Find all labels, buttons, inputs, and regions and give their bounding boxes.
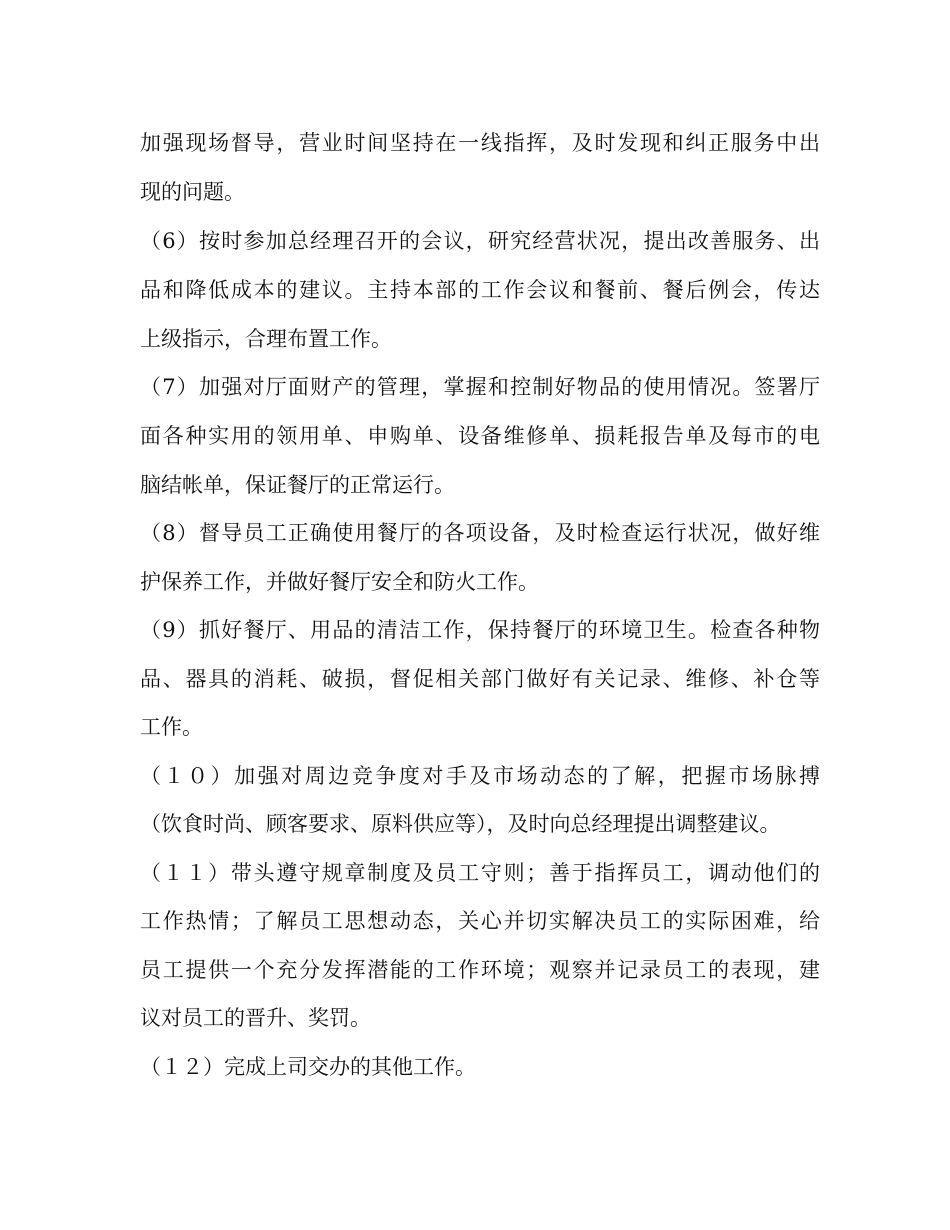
text-line: （8）督导员工正确使用餐厅的各项设备，及时检查运行状况，做好维 [140,521,820,545]
text-line: 护保养工作，并做好餐厅安全和防火工作。 [140,570,539,594]
text-line: 脑结帐单，保证餐厅的正常运行。 [140,473,455,497]
text-line: （7）加强对厅面财产的管理，掌握和控制好物品的使用情况。签署厅 [140,375,820,399]
text-line: 面各种实用的领用单、申购单、设备维修单、损耗报告单及每市的电 [140,424,820,448]
text-line: 品、器具的消耗、破损，督促相关部门做好有关记录、维修、补仓等 [140,667,820,691]
text-line: 品和降低成本的建议。主持本部的工作会议和餐前、餐后例会，传达 [140,278,820,302]
text-line: 加强现场督导，营业时间坚持在一线指挥，及时发现和纠正服务中出 [140,131,820,155]
text-line: 工作。 [140,715,203,739]
text-line: 现的问题。 [140,180,245,204]
text-line: （１０）加强对周边竞争度对手及市场动态的了解，把握市场脉搏 [140,764,820,788]
text-line: 工作热情；了解员工思想动态，关心并切实解决员工的实际困难，给 [140,909,820,933]
text-line: （6）按时参加总经理召开的会议，研究经营状况，提出改善服务、出 [140,229,820,253]
text-line: （１１）带头遵守规章制度及员工守则；善于指挥员工，调动他们的 [140,861,820,885]
text-line: 议对员工的晋升、奖罚。 [140,1006,371,1030]
text-line: （饮食时尚、顾客要求、原料供应等），及时向总经理提出调整建议。 [140,812,781,836]
text-line: 员工提供一个充分发挥潜能的工作环境；观察并记录员工的表现，建 [140,958,820,982]
text-line: （１２）完成上司交办的其他工作。 [140,1055,476,1079]
text-line: （9）抓好餐厅、用品的清洁工作，保持餐厅的环境卫生。检查各种物 [140,618,820,642]
text-line: 上级指示，合理布置工作。 [140,327,392,351]
